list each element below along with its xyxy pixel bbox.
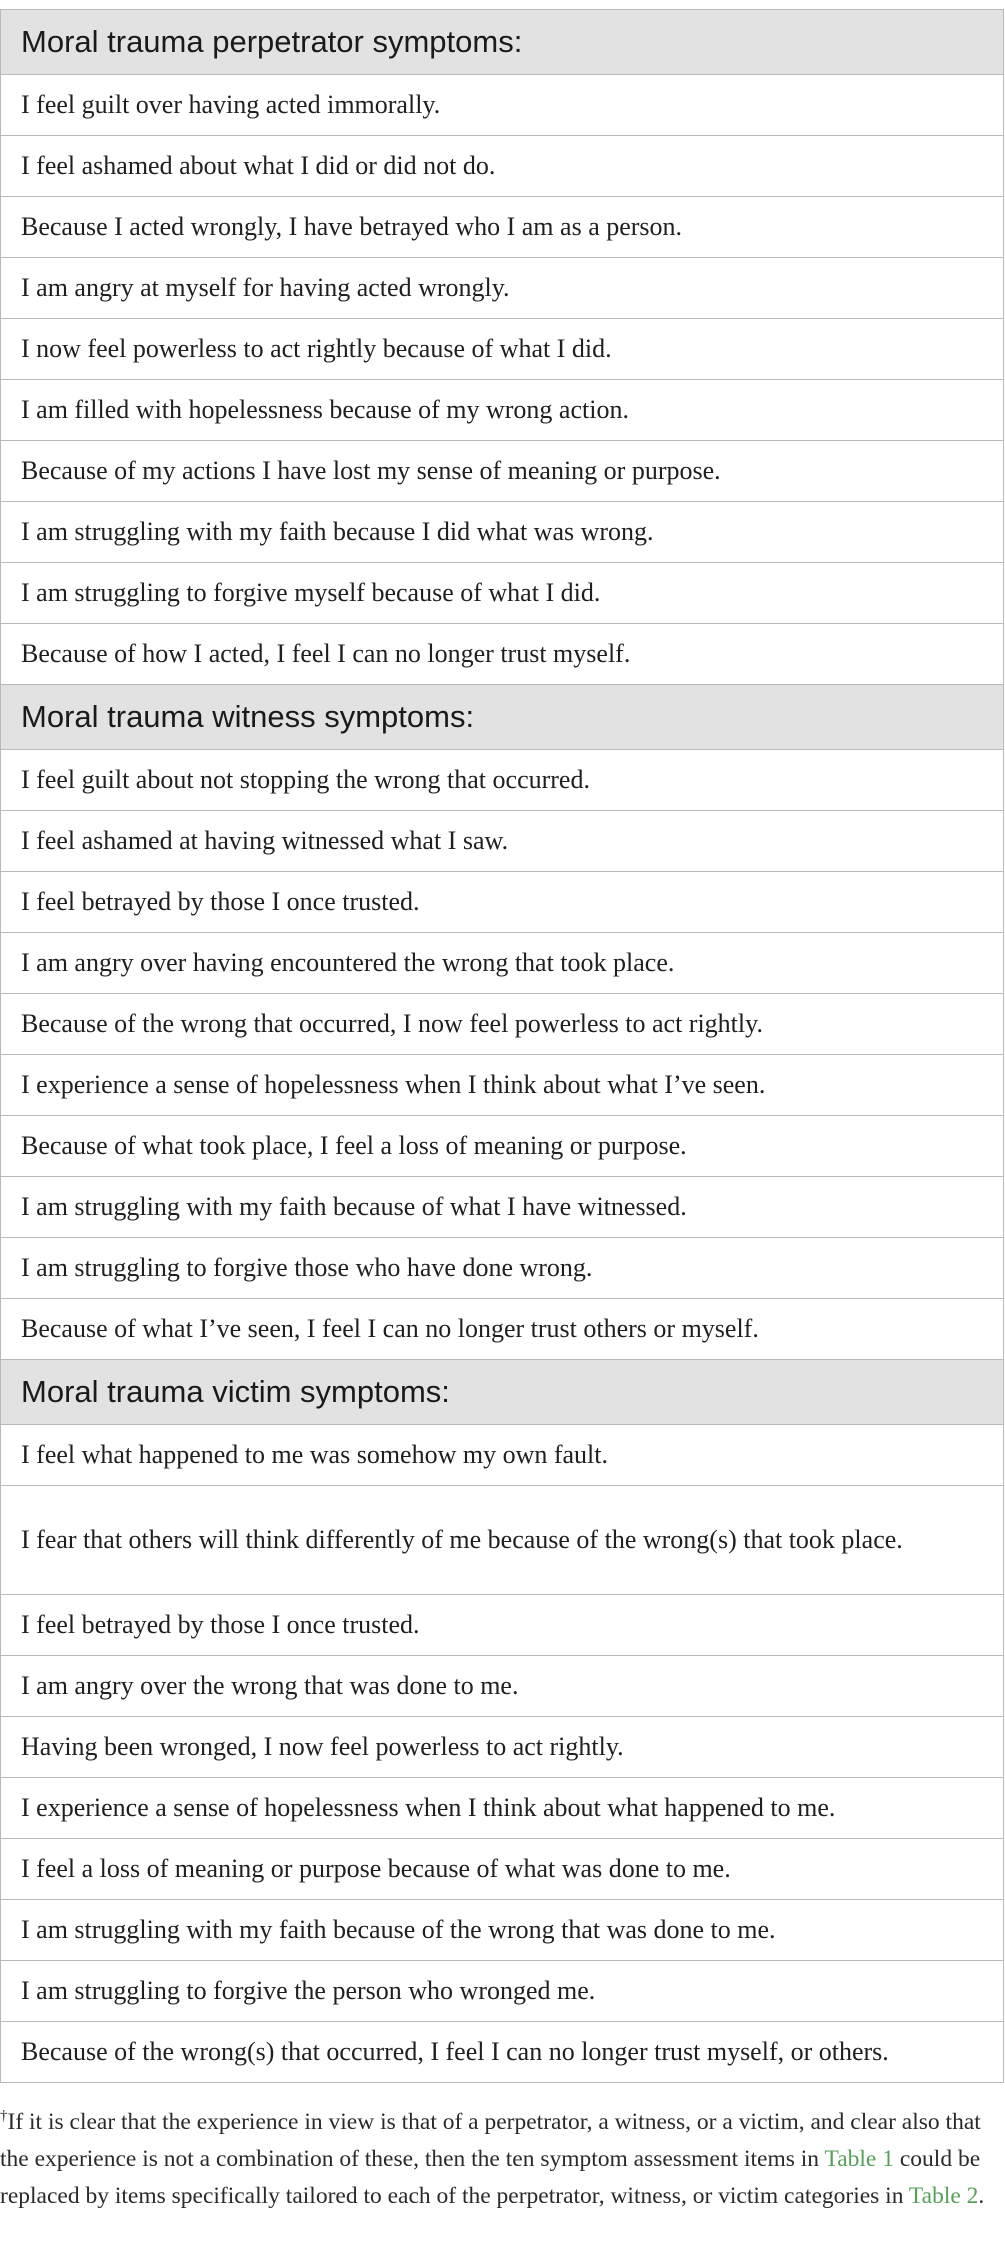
symptom-item: Because of what took place, I feel a loss of meaning or purpose. (1, 1116, 1004, 1177)
symptom-item: I am struggling to forgive myself because of what I did. (1, 563, 1004, 624)
symptom-item: I feel a loss of meaning or purpose because of what was done to me. (1, 1839, 1004, 1900)
table-footnote (0, 2104, 1000, 2215)
table-row (1, 811, 1004, 872)
table-row (1, 1595, 1004, 1656)
table-1-link[interactable]: Table 1 (824, 2146, 894, 2172)
table-row (1, 1778, 1004, 1839)
section-heading: Moral trauma witness symptoms: (1, 685, 1004, 750)
symptom-item: I am struggling with my faith because I did what was wrong. (1, 502, 1004, 563)
table-row (1, 1717, 1004, 1778)
table-row (1, 2022, 1004, 2083)
symptom-item: I fear that others will think differently of me because of the wrong(s) that took place. (1, 1486, 1004, 1595)
footnote-text: could be replaced by items specifically tailored to each of the perpetrator, witness, or victim categories in (0, 2146, 981, 2209)
table-row (1, 1055, 1004, 1116)
symptom-item: I experience a sense of hopelessness when I think about what happened to me. (1, 1778, 1004, 1839)
symptom-item: I feel betrayed by those I once trusted. (1, 872, 1004, 933)
symptom-item: Because of the wrong(s) that occurred, I feel I can no longer trust myself, or others. (1, 2022, 1004, 2083)
table-row (1, 933, 1004, 994)
symptom-item: I feel guilt over having acted immorally. (1, 75, 1004, 136)
table-row (1, 1116, 1004, 1177)
footnote-text: If it is clear that the experience in view is that of a perpetrator, a witness, or a victim, and clear also that the experience is not a combination of these, then the ten symptom assessment items in (0, 2109, 981, 2172)
symptom-item: I now feel powerless to act rightly because of what I did. (1, 319, 1004, 380)
section-header-perpetrator (1, 10, 1004, 75)
table-row (1, 380, 1004, 441)
symptom-item: I feel guilt about not stopping the wrong that occurred. (1, 750, 1004, 811)
table-row (1, 197, 1004, 258)
symptom-item: Because of how I acted, I feel I can no longer trust myself. (1, 624, 1004, 685)
symptom-item: I am struggling with my faith because of the wrong that was done to me. (1, 1900, 1004, 1961)
symptom-item: I am struggling to forgive the person who wronged me. (1, 1961, 1004, 2022)
table-row (1, 563, 1004, 624)
table-row (1, 624, 1004, 685)
symptom-item: I am struggling with my faith because of what I have witnessed. (1, 1177, 1004, 1238)
footnote-text: . (978, 2183, 985, 2209)
symptom-item: I am filled with hopelessness because of my wrong action. (1, 380, 1004, 441)
table-row (1, 1238, 1004, 1299)
table-row (1, 1486, 1004, 1595)
symptom-item: I am angry at myself for having acted wrongly. (1, 258, 1004, 319)
symptom-item: Because of what I’ve seen, I feel I can no longer trust others or myself. (1, 1299, 1004, 1360)
table-row (1, 994, 1004, 1055)
table-row (1, 258, 1004, 319)
section-heading: Moral trauma victim symptoms: (1, 1360, 1004, 1425)
symptom-item: I feel ashamed about what I did or did not do. (1, 136, 1004, 197)
symptom-item: I experience a sense of hopelessness when I think about what I’ve seen. (1, 1055, 1004, 1116)
symptom-item: Because of the wrong that occurred, I now feel powerless to act rightly. (1, 994, 1004, 1055)
table-row (1, 750, 1004, 811)
table-2-link[interactable]: Table 2 (908, 2183, 979, 2209)
section-header-victim (1, 1360, 1004, 1425)
symptom-item: Having been wronged, I now feel powerless to act rightly. (1, 1717, 1004, 1778)
symptom-item: Because I acted wrongly, I have betrayed who I am as a person. (1, 197, 1004, 258)
table-row (1, 1900, 1004, 1961)
table-row (1, 1425, 1004, 1486)
table-row (1, 872, 1004, 933)
symptom-item: I am struggling to forgive those who have done wrong. (1, 1238, 1004, 1299)
symptom-item: I feel what happened to me was somehow my own fault. (1, 1425, 1004, 1486)
symptom-item: I feel betrayed by those I once trusted. (1, 1595, 1004, 1656)
section-heading: Moral trauma perpetrator symptoms: (1, 10, 1004, 75)
table-row (1, 1299, 1004, 1360)
symptom-item: I feel ashamed at having witnessed what I saw. (1, 811, 1004, 872)
table-row (1, 441, 1004, 502)
table-row (1, 1656, 1004, 1717)
table-row (1, 75, 1004, 136)
symptom-table (0, 9, 1004, 2083)
symptom-item: I am angry over having encountered the wrong that took place. (1, 933, 1004, 994)
table-row (1, 502, 1004, 563)
table-row (1, 136, 1004, 197)
table-row (1, 319, 1004, 380)
symptom-item: I am angry over the wrong that was done to me. (1, 1656, 1004, 1717)
symptom-item: Because of my actions I have lost my sense of meaning or purpose. (1, 441, 1004, 502)
footnote-marker: † (0, 2108, 8, 2125)
table-row (1, 1961, 1004, 2022)
table-row (1, 1177, 1004, 1238)
section-header-witness (1, 685, 1004, 750)
table-row (1, 1839, 1004, 1900)
